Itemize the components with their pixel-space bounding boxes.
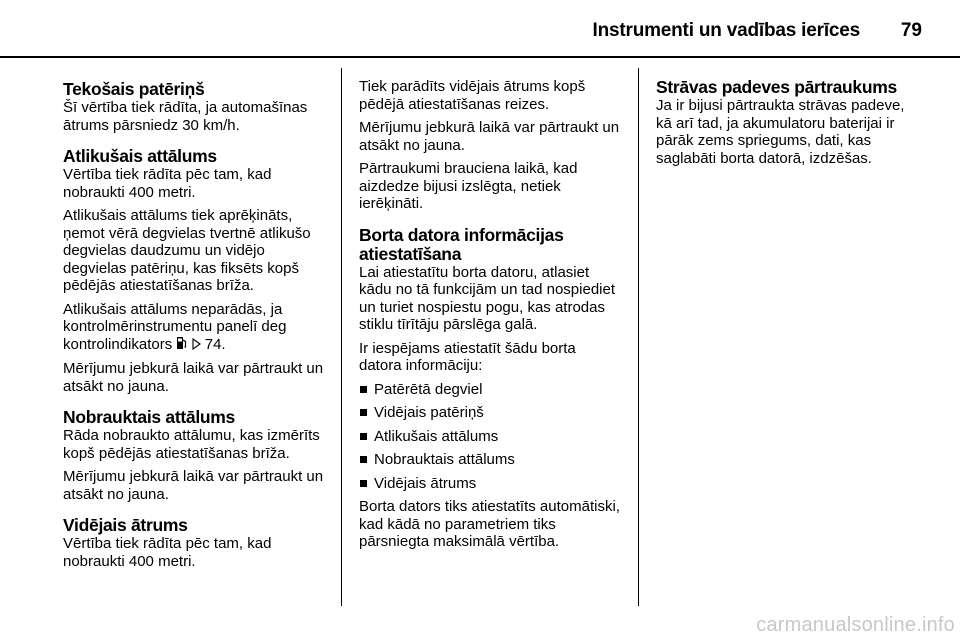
paragraph: Vērtība tiek rādīta pēc tam, kad nobraukti 400 metri. — [63, 535, 272, 570]
watermark: carmanualsonline.info — [756, 614, 955, 636]
header-rule — [0, 56, 960, 58]
reset-items-list — [359, 381, 621, 493]
paragraph: Tiek parādīts vidējais ātrums kopš pēdējā atiestatīšanas reizes. — [359, 78, 586, 113]
column-3 — [656, 78, 924, 180]
paragraph: Mērījumu jebkurā laikā var pārtraukt un atsākt no jauna. — [63, 468, 324, 503]
section-heading: Vidējais ātrums — [63, 515, 188, 535]
section-trip-computer-reset — [359, 226, 621, 551]
column-divider-1 — [341, 68, 342, 606]
list-item — [359, 381, 621, 399]
list-item — [359, 428, 621, 446]
paragraph: Ja ir bijusi pārtraukta strāvas padeve, kā arī tad, ja akumulatoru baterijai ir pārāk zems spriegums, dati, kas saglabāti borta datorā, izdzēšas. — [656, 97, 905, 167]
paragraph: Borta dators tiks atiestatīts automātiski, kad kādā no parametriem tiks pārsniegta maksimālā vērtība. — [359, 498, 620, 550]
paragraph: Rāda nobraukto attālumu, kas izmērīts kopš pēdējās atiestatīšanas brīža. — [63, 427, 320, 462]
page-reference[interactable]: 74. — [204, 335, 226, 353]
bullet-icon — [360, 480, 367, 487]
section-heading: Atlikušais attālums — [63, 146, 217, 166]
paragraph: Atlikušais attālums tiek aprēķināts, ņemot vērā degvielas tvertnē atlikušo degvielas daudzumu un vidējo degvielas patēriņu, kas fiksēts kopš pēdējās atiestatīšanas brīža. — [63, 207, 311, 294]
column-divider-2 — [638, 68, 639, 606]
section-heading: Borta datora informācijas atiestatīšana — [359, 224, 564, 264]
header-title: Instrumenti un vadības ierīces — [592, 20, 860, 41]
paragraph: Šī vērtība tiek rādīta, ja automašīnas ātrums pārsniedz 30 km/h. — [63, 99, 308, 134]
section-heading: Nobrauktais attālums — [63, 407, 235, 427]
paragraph: Lai atiestatītu borta datoru, atlasiet kādu no tā funkcijām un tad nospiediet un turiet nospiestu pogu, kas atrodas stiklu tīrītāju pārslēga galā. — [359, 263, 616, 333]
list-item-text: Vidējais ātrums — [374, 474, 477, 492]
section-current-consumption — [63, 80, 328, 134]
list-item — [359, 404, 621, 422]
paragraph: Mērījumu jebkurā laikā var pārtraukt un atsākt no jauna. — [63, 360, 324, 395]
bullet-icon — [360, 456, 367, 463]
column-2 — [359, 78, 621, 564]
bullet-icon — [360, 386, 367, 393]
section-heading: Tekošais patēriņš — [63, 79, 205, 99]
list-item — [359, 475, 621, 493]
column-1 — [63, 80, 328, 583]
paragraph: Ir iespējams atiestatīt šādu borta datora informāciju: — [359, 339, 576, 374]
section-distance-travelled — [63, 408, 328, 503]
fuel-pump-icon — [176, 336, 187, 355]
section-remaining-range — [63, 147, 328, 395]
bullet-icon — [360, 433, 367, 440]
page-number: 79 — [900, 20, 922, 41]
paragraph: Pārtraukumi brauciena laikā, kad aizdedze bijusi izslēgta, netiek ierēķināti. — [359, 160, 578, 212]
section-power-interruption — [656, 78, 924, 167]
paragraph-text: Atlikušais attālums neparādās, ja kontrolmērinstrumentu panelī deg kontrolindikators — [63, 300, 287, 353]
list-item-text: Nobrauktais attālums — [374, 451, 515, 468]
list-item-text: Atlikušais attālums — [374, 427, 499, 445]
paragraph: Vērtība tiek rādīta pēc tam, kad nobraukti 400 metri. — [63, 166, 272, 201]
section-average-speed — [63, 516, 328, 570]
page-reference-icon[interactable] — [192, 337, 201, 355]
list-item-text: Vidējais patēriņš — [374, 404, 484, 421]
section-heading: Strāvas padeves pārtraukums — [656, 77, 897, 97]
paragraph-with-reference — [63, 301, 328, 355]
paragraph: Mērījumu jebkurā laikā var pārtraukt un atsākt no jauna. — [359, 119, 620, 154]
list-item-text: Patērētā degviel — [374, 380, 483, 398]
list-item — [359, 451, 621, 469]
bullet-icon — [360, 409, 367, 416]
